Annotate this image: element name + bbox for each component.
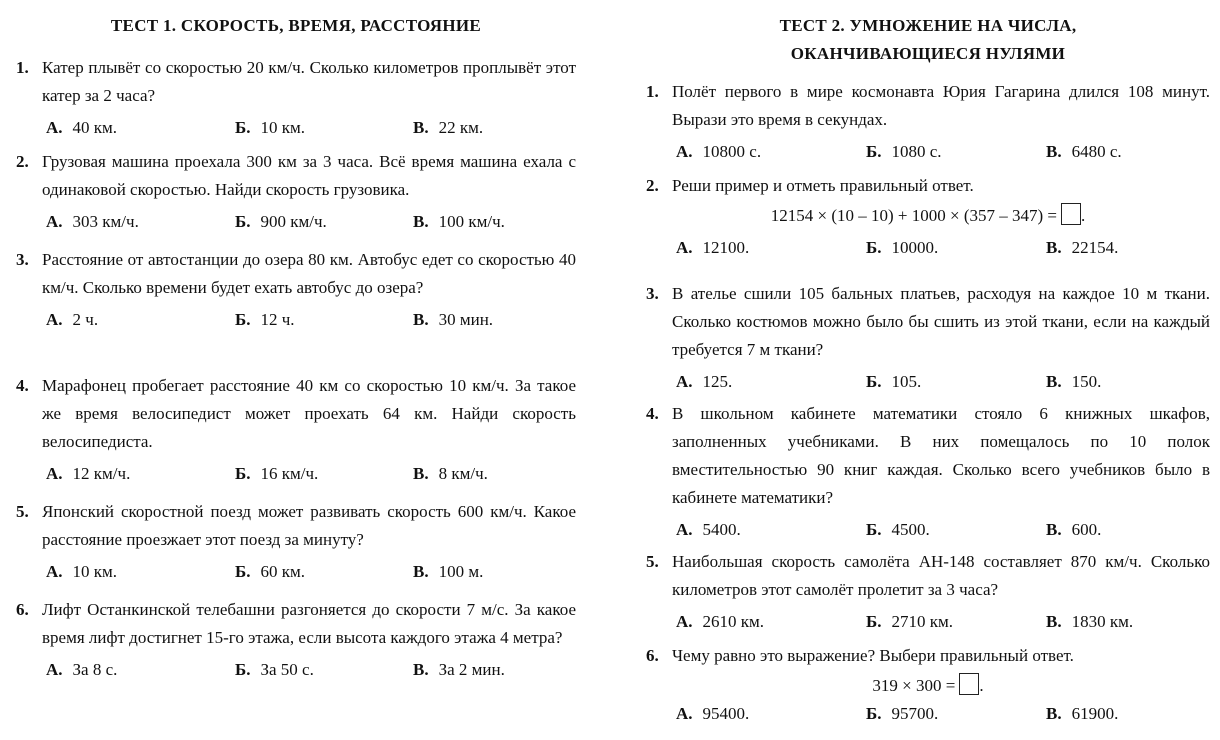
answer-c[interactable]: В. 100 км/ч. [413,212,505,231]
question-number: 1. [16,58,29,77]
question-number: 2. [646,176,659,195]
answer-box[interactable] [959,673,979,695]
question-number: 5. [646,552,659,571]
answer-options [646,138,1210,166]
answer-b[interactable]: Б. 60 км. [235,562,306,581]
answer-b[interactable]: Б. 1080 с. [866,142,942,161]
test-2-title: ТЕСТ 2. УМНОЖЕНИЕ НА ЧИСЛА, ОКАНЧИВАЮЩИЕСЯ НУЛЯМИ [779,16,1077,63]
test-1-title: ТЕСТ 1. СКОРОСТЬ, ВРЕМЯ, РАССТОЯНИЕ [110,16,482,35]
answer-a[interactable]: А. 125. [676,372,733,391]
answer-c[interactable]: В. 8 км/ч. [413,464,488,483]
answer-options [646,700,1210,728]
question-number: 4. [16,376,29,395]
answer-a[interactable]: А. 40 км. [46,118,118,137]
test-1-column [16,0,576,679]
answer-a[interactable]: А. 303 км/ч. [46,212,139,231]
answer-b[interactable]: Б. 4500. [866,520,930,539]
test-2-question-6 [646,642,1210,728]
test-2-question-5 [646,548,1210,636]
answer-a[interactable]: А. 2610 км. [676,612,765,631]
question-text: 2. Грузовая машина проехала 300 км за 3 часа. Всё время машина ехала с одинаковой скоростью. Найди скорость грузовика. [16,148,576,204]
answer-b[interactable]: Б. 10000. [866,238,939,257]
answer-options [16,460,576,488]
answer-box[interactable] [1061,203,1081,225]
answer-a[interactable]: А. За 8 с. [46,660,118,679]
answer-a[interactable]: А. 10 км. [46,562,118,581]
question-text: 1. Полёт первого в мире космонавта Юрия Гагарина длился 108 минут. Вырази это время в секундах. [646,78,1210,134]
test-1-question-4 [16,372,576,488]
answer-c[interactable]: В. 150. [1046,372,1102,391]
question-number: 6. [646,646,659,665]
question-number: 2. [16,152,29,171]
question-number: 3. [646,284,659,303]
test-1-question-3 [16,246,576,334]
question-number: 5. [16,502,29,521]
question-number: 6. [16,600,29,619]
question-text: 5. Наибольшая скорость самолёта АН-148 составляет 870 км/ч. Сколько километров этот самолёт пролетит за 3 часа? [646,548,1210,604]
answer-b[interactable]: Б. 105. [866,372,922,391]
answer-options [646,516,1210,544]
answer-b[interactable]: Б. 2710 км. [866,612,954,631]
answer-a[interactable]: А. 5400. [676,520,741,539]
answer-options [646,368,1210,396]
test-2-question-2 [646,172,1210,262]
test-1-question-1 [16,54,576,142]
question-text: 4. Марафонец пробегает расстояние 40 км со скоростью 10 км/ч. За такое же время велосипедист может проехать 64 км. Найди скорость велосипедиста. [16,372,576,456]
answer-a[interactable]: А. 12 км/ч. [46,464,131,483]
test-2-column [646,0,1210,723]
question-text: 3. Расстояние от автостанции до озера 80 км. Автобус едет со скоростью 40 км/ч. Сколько времени будет ехать автобус до озера? [16,246,576,302]
test-2-question-4 [646,400,1210,544]
answer-options [16,208,576,236]
question-text: 3. В ателье сшили 105 бальных платьев, расходуя на каждое 10 м ткани. Сколько костюмов можно было бы сшить из этой ткани, если на каждый требуется 7 м ткани? [646,280,1210,364]
answer-options [16,114,576,142]
test-1-question-2 [16,148,576,236]
answer-b[interactable]: Б. 12 ч. [235,310,295,329]
answer-a[interactable]: А. 10800 с. [676,142,762,161]
answer-c[interactable]: В. 6480 с. [1046,142,1122,161]
answer-b[interactable]: Б. За 50 с. [235,660,314,679]
question-text: 6. Лифт Останкинской телебашни разгоняется до скорости 7 м/с. За какое время лифт достигнет 15-го этажа, если высота каждого этажа 4 метра? [16,596,576,652]
answer-c[interactable]: В. 1830 км. [1046,612,1134,631]
answer-options [16,306,576,334]
question-text: 2. Реши пример и отметь правильный ответ. [646,172,1210,200]
answer-c[interactable]: В. 100 м. [413,562,484,581]
answer-c[interactable]: В. 61900. [1046,704,1119,723]
test-1-question-5 [16,498,576,586]
math-expression: 319 × 300 = . [646,672,1210,700]
test-2-question-3 [646,280,1210,396]
answer-c[interactable]: В. За 2 мин. [413,660,505,679]
answer-options [16,656,576,684]
answer-a[interactable]: А. 12100. [676,238,750,257]
answer-c[interactable]: В. 22 км. [413,118,484,137]
answer-c[interactable]: В. 30 мин. [413,310,494,329]
question-text: 6. Чему равно это выражение? Выбери правильный ответ. [646,642,1210,670]
answer-c[interactable]: В. 22154. [1046,238,1119,257]
math-expression: 12154 × (10 – 10) + 1000 × (357 – 347) = . [646,202,1210,230]
answer-b[interactable]: Б. 900 км/ч. [235,212,327,231]
answer-c[interactable]: В. 600. [1046,520,1102,539]
test-2-question-1 [646,78,1210,166]
answer-b[interactable]: Б. 16 км/ч. [235,464,319,483]
test-1-question-6 [16,596,576,684]
answer-options [646,608,1210,636]
question-text: 1. Катер плывёт со скоростью 20 км/ч. Сколько километров проплывёт этот катер за 2 часа? [16,54,576,110]
question-number: 4. [646,404,659,423]
answer-a[interactable]: А. 2 ч. [46,310,99,329]
question-text: 4. В школьном кабинете математики стояло 6 книжных шкафов, заполненных учебниками. В них помещалось по 10 полок вместительностью 90 книг каждая. Сколько всего учебников было в кабинете математики? [646,400,1210,512]
answer-a[interactable]: А. 95400. [676,704,750,723]
answer-b[interactable]: Б. 95700. [866,704,939,723]
question-number: 3. [16,250,29,269]
answer-b[interactable]: Б. 10 км. [235,118,306,137]
answer-options [646,234,1210,262]
question-text: 5. Японский скоростной поезд может развивать скорость 600 км/ч. Какое расстояние проезжает этот поезд за минуту? [16,498,576,554]
question-number: 1. [646,82,659,101]
answer-options [16,558,576,586]
